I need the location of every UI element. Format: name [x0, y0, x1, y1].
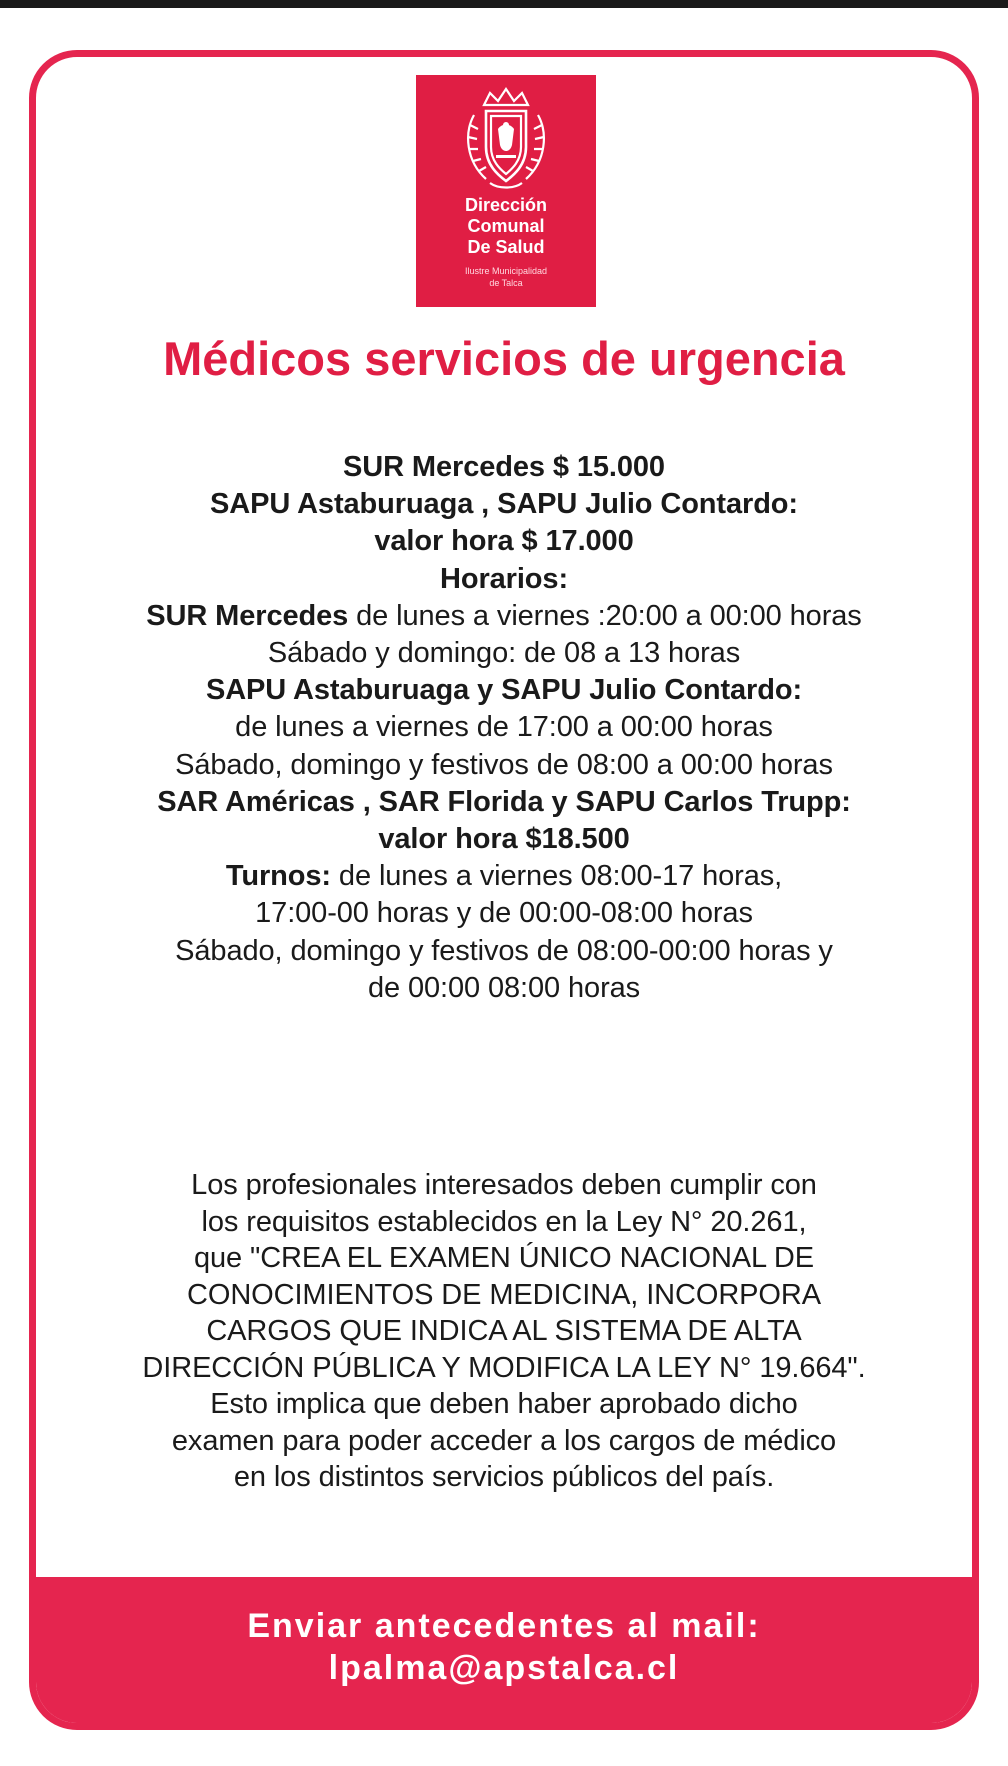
sur-mercedes-weekday-hours: de lunes a viernes :20:00 a 00:00 horas	[348, 599, 862, 632]
logo-subtitle: Ilustre Municipalidad de Talca	[464, 266, 548, 288]
shifts-weekend-2: de 00:00 08:00 horas	[367, 971, 641, 1004]
requirements-line: los requisitos establecidos en la Ley N° 20.261,	[201, 1205, 807, 1238]
requirements-line: CARGOS QUE INDICA AL SISTEMA DE ALTA	[206, 1315, 802, 1347]
page-title: Médicos servicios de urgencia	[163, 332, 845, 385]
requirements-line: Esto implica que deben haber aprobado dicho	[210, 1388, 798, 1420]
sapu-names: SAPU Astaburuaga , SAPU Julio Contardo:	[210, 488, 798, 521]
coat-of-arms-icon	[460, 85, 552, 193]
sur-mercedes-weekday	[36, 598, 972, 635]
contact-footer	[36, 1577, 972, 1730]
requirements-line: DIRECCIÓN PÚBLICA Y MODIFICA LA LEY N° 19.664".	[142, 1351, 866, 1384]
requirements-line: en los distintos servicios públicos del país.	[233, 1461, 775, 1493]
sar-names: SAR Américas , SAR Florida y SAPU Carlos Trupp:	[157, 785, 851, 818]
requirements-line: examen para poder acceder a los cargos de médico	[171, 1424, 837, 1457]
requirements-line: Los profesionales interesados deben cumplir con	[191, 1169, 817, 1201]
sur-mercedes-weekend: Sábado y domingo: de 08 a 13 horas	[267, 637, 741, 670]
requirements-text	[36, 1167, 972, 1496]
shifts-weekday	[36, 858, 972, 895]
logo-title: Dirección Comunal De Salud	[464, 195, 548, 257]
requirements-line: CONOCIMIENTOS DE MEDICINA, INCORPORA	[187, 1278, 821, 1311]
sapu-weekend: Sábado, domingo y festivos de 08:00 a 00:00 horas	[175, 748, 833, 781]
top-bar	[0, 0, 1008, 8]
logo	[416, 75, 596, 307]
sar-rate: valor hora $18.500	[378, 823, 630, 856]
shifts-weekday-2: 17:00-00 horas y de 00:00-08:00 horas	[255, 897, 753, 930]
requirements-line: que "CREA EL EXAMEN ÚNICO NACIONAL DE	[193, 1242, 815, 1274]
contact-instruction: Enviar antecedentes al mail:	[247, 1607, 761, 1645]
service-details	[36, 449, 972, 1007]
shifts-label: Turnos:	[225, 860, 331, 893]
shifts-weekday-hours: de lunes a viernes 08:00-17 horas,	[330, 860, 783, 893]
sapu-rate: valor hora $ 17.000	[374, 525, 634, 558]
announcement-card	[29, 50, 979, 1730]
sur-mercedes-label: SUR Mercedes	[146, 599, 349, 632]
shifts-weekend: Sábado, domingo y festivos de 08:00-00:00 horas y	[175, 934, 833, 967]
sur-mercedes-rate: SUR Mercedes $ 15.000	[343, 451, 665, 483]
contact-email[interactable]: lpalma@apstalca.cl	[328, 1649, 680, 1687]
schedules-heading: Horarios:	[439, 562, 568, 595]
sapu-weekday: de lunes a viernes de 17:00 a 00:00 horas	[235, 711, 773, 744]
sapu-schedule-heading: SAPU Astaburuaga y SAPU Julio Contardo:	[205, 674, 803, 707]
